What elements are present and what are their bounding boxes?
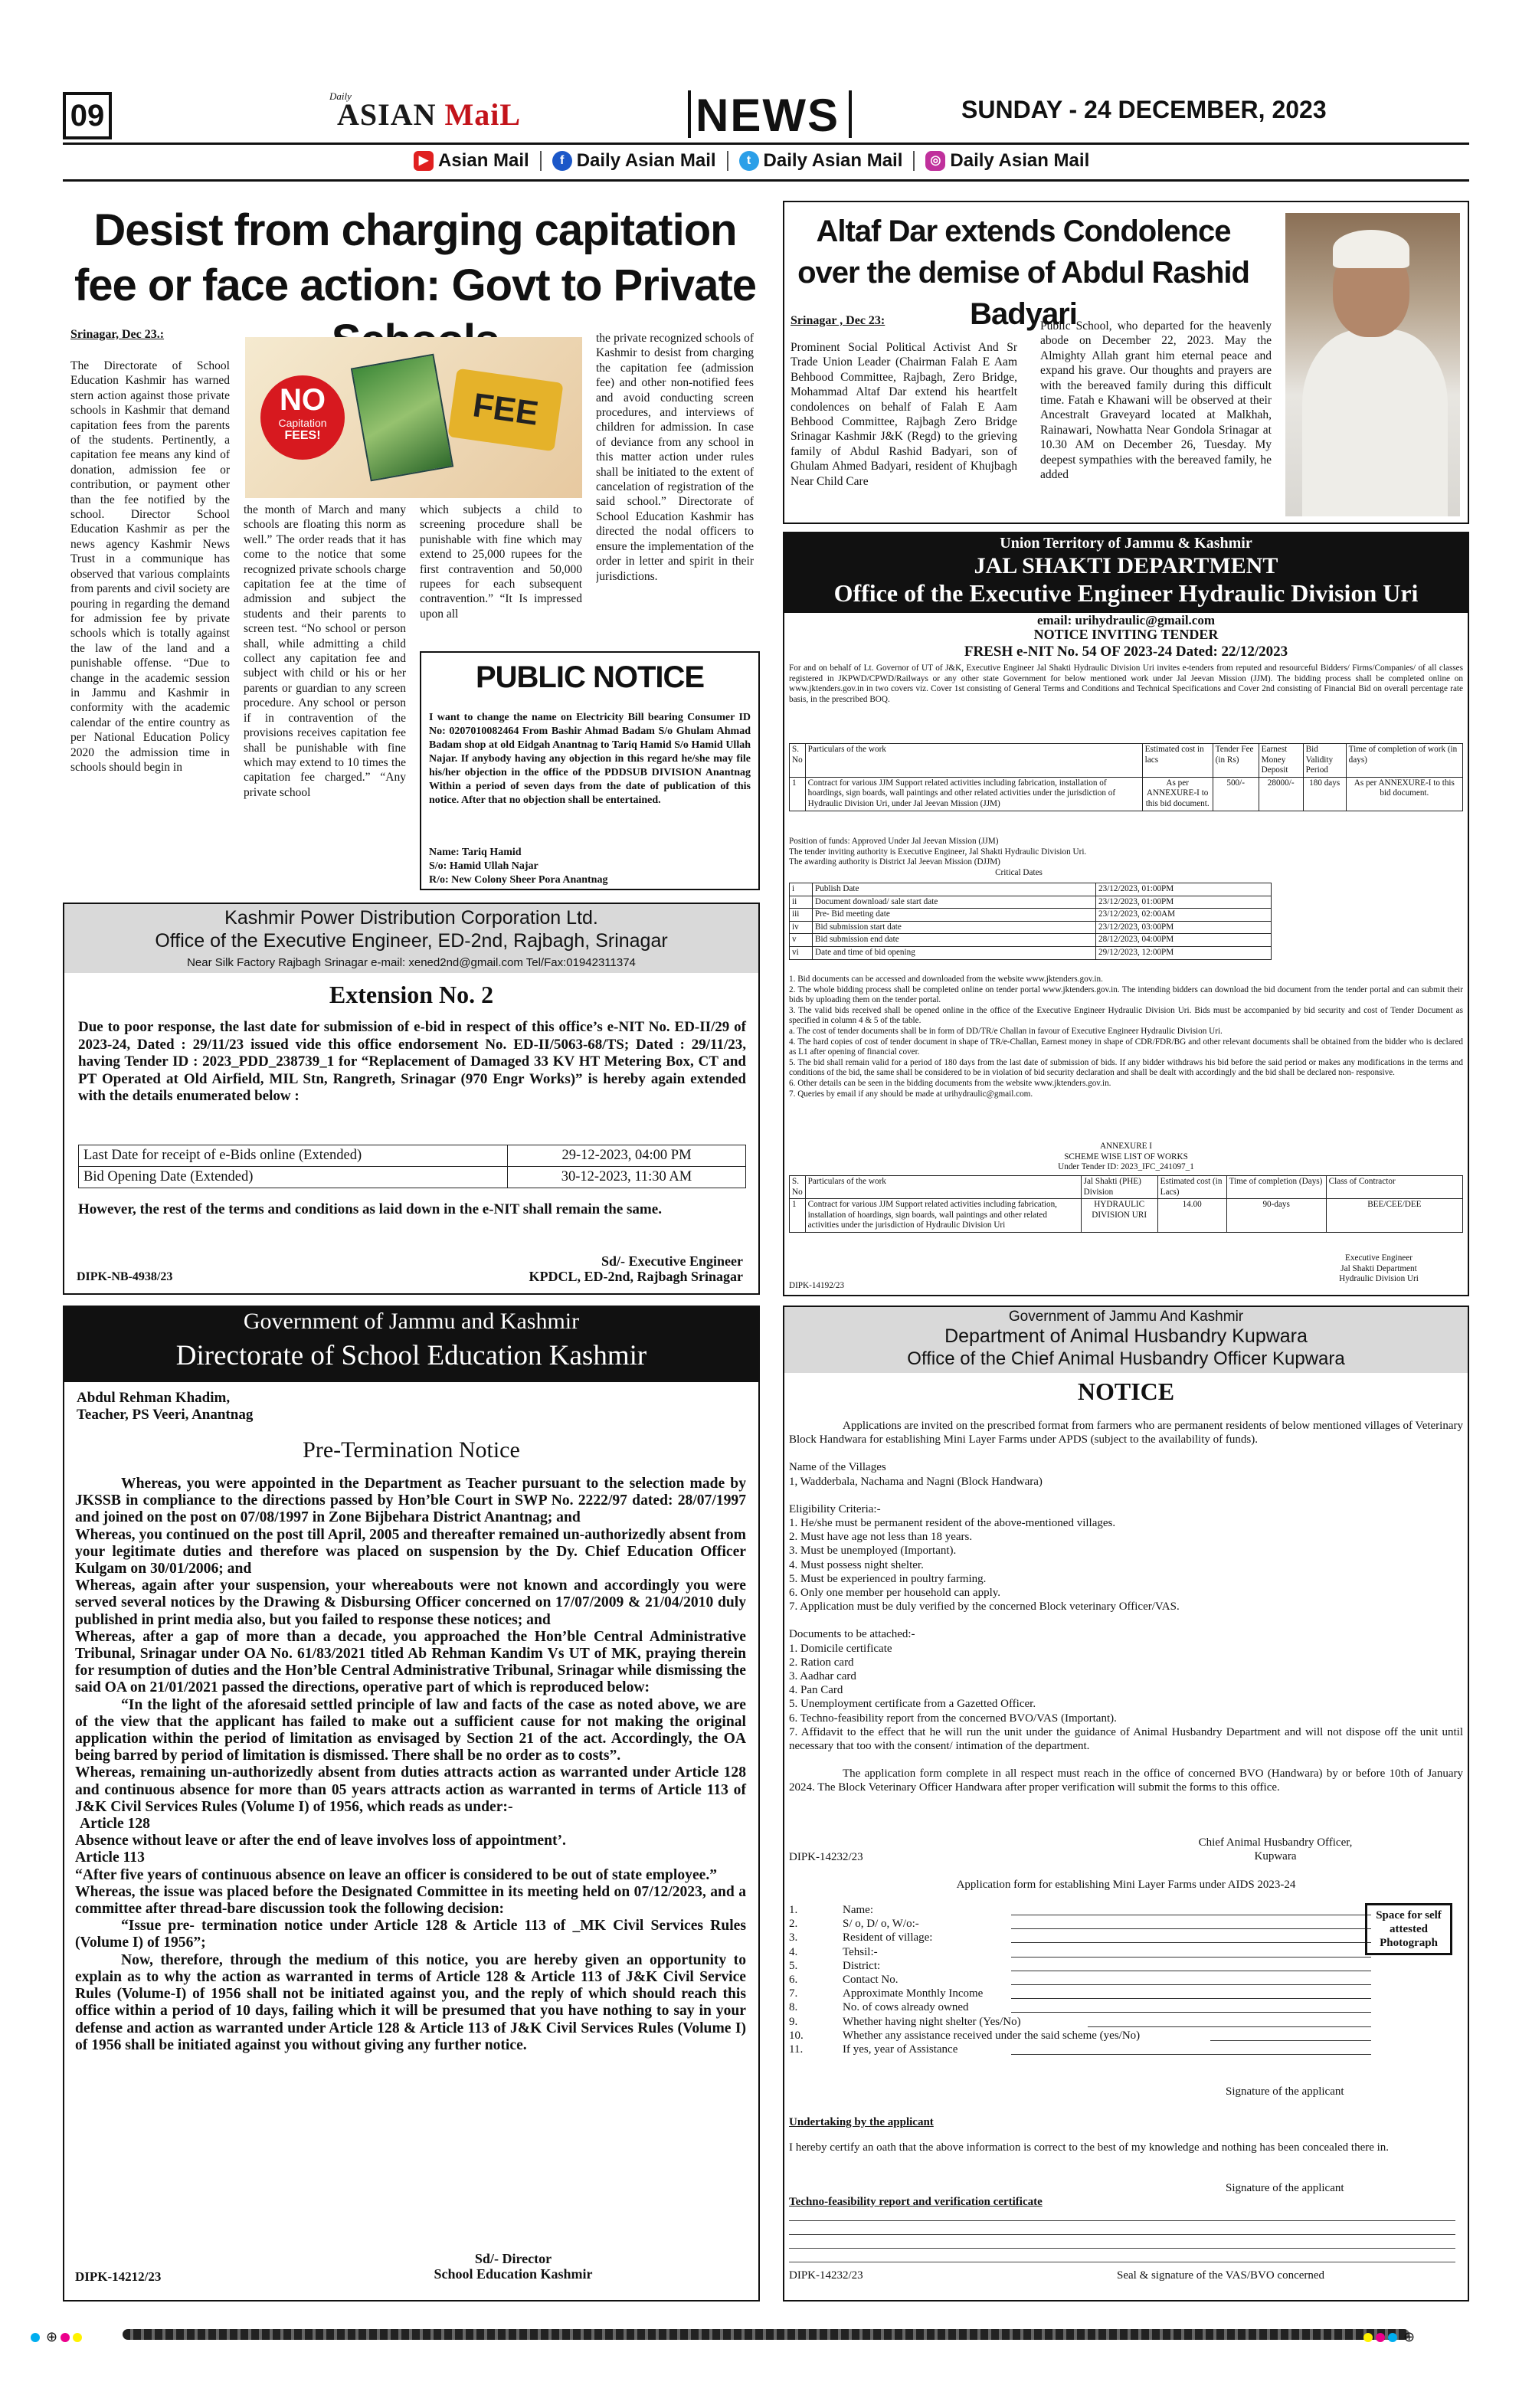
addressee-post: Teacher, PS Veeri, Anantnag [77,1407,254,1423]
kpdcl-signature [460,1253,743,1284]
addressee-name: Abdul Rehman Khadim, [77,1390,231,1406]
table-header: Time of completion of work (in days) [1346,744,1462,778]
table-header: Earnest Money Deposit [1259,744,1303,778]
body-line: 1. He/she must be permanent resident of the above-mentioned villages. [789,1517,1116,1530]
table-cell: Last Date for receipt of e-Bids online (Extended) [79,1145,508,1167]
note-item: 3. The valid bids received shall be opened online in the office of the Executive Engineer Hydraulic Division Uri. Bids must be accompanied by bid security and cost of Tender Document as specified in column 4 & 5 of the table. [789,1005,1463,1026]
dipk-number: DIPK-14212/23 [75,2269,162,2284]
table-cell: Document download/ sale start date [813,896,1096,909]
body-line: 3. Must be unemployed (Important). [789,1545,957,1558]
form-row-number: 10. [789,2029,804,2042]
annexure-title: ANNEXURE I [1099,1142,1153,1151]
dipk-number: DIPK-NB-4938/23 [77,1270,173,1283]
animal-husbandry-dept: Department of Animal Husbandry Kupwara [944,1325,1308,1347]
applicant-signature-label: Signature of the applicant [1226,2085,1344,2098]
jal-shakti-nit: NOTICE INVITING TENDER [1033,627,1219,642]
table-cell: HYDRAULIC DIVISION URI [1081,1199,1157,1233]
condolence-dateline: Srinagar , Dec 23: [791,314,885,327]
logo-daily: Daily [329,90,352,102]
body-line: 6. Only one member per household can apply. [789,1587,1001,1600]
animal-husbandry-body [789,1419,1463,1795]
fill-line [789,2220,1455,2221]
yellow-dot-icon [73,2333,82,2342]
body-line: 5. Unemployment certificate from a Gazetted Officer. [789,1698,1036,1711]
spacer [789,1446,1463,1460]
body-line: Documents to be attached:- [789,1628,915,1641]
form-field-line[interactable] [1210,2029,1371,2041]
facebook-icon: f [552,151,572,171]
kpdcl-office: Office of the Executive Engineer, ED-2nd, Rajbagh, Srinagar [155,930,668,952]
spacer [789,1614,1463,1627]
jal-shakti-email[interactable]: email: urihydraulic@gmail.com [1036,613,1216,627]
instagram-icon: ◎ [925,151,945,171]
body-line: 1. Domicile certificate [789,1642,892,1655]
spacer [789,1489,1463,1502]
condolence-column-1: Prominent Social Political Activist And Sr Trade Union Leader (Chairman Falah E Aam Behbood Committee, Rajbagh, Zero Bridge, Mohammad Altaf Dar extend his heartfelt condolences on behalf of Falah E Aam Behbood Committee, Rajbagh Zero Bridge Srinagar Kashmir J&K (Regd) to the grieving family of Abdul Rashid Badyari, son of Ghulam Ahmed Badyari, resident of Khujbagh Near Child Care [791,341,1017,488]
cyan-dot-icon [31,2333,40,2342]
table-cell: Contract for various JJM Support related activities including fabrication, installation of hoardings, sign boards, wall paintings and other related activities under the jurisdiction of Hydraulic Division Uri [805,1199,1081,1233]
jal-shakti-office: Office of the Executive Engineer Hydraulic Division Uri [833,579,1419,607]
body-line: 7. Affidavit to the effect that he will run the unit under the guidance of Animal Husbandry Department and will not dispose off the unit until necessary that too with the consent/ intimation of the department. [789,1725,1463,1753]
animal-husbandry-govt: Government of Jammu And Kashmir [1008,1309,1244,1325]
table-cell: 90-days [1226,1199,1326,1233]
jal-shakti-nit-number: FRESH e-NIT No. 54 OF 2023-24 Dated: 22/12/2023 [964,644,1288,660]
body-line: 1, Wadderbala, Nachama and Nagni (Block Handwara) [789,1475,1043,1488]
social-label: Daily Asian Mail [576,150,716,171]
social-link-youtube[interactable] [414,150,529,172]
no-capitation-badge [260,375,345,460]
social-links [414,146,1089,176]
application-form-title: Application form for establishing Mini Layer Farms under AIDS 2023-24 [956,1879,1296,1891]
masthead-divider [849,90,852,138]
body-line: Name of the Villages [789,1461,886,1474]
form-field-line[interactable] [1011,1945,1371,1958]
notice-quote: “In the light of the aforesaid settled principle of law and facts of the case as noted above, we are of the view that the applicant has failed to make out a sufficient cause for not making the original application within the period of limitation as envisaged by Section 21 of the act. Accordingly, the OA being barred by period of limitation is dismissed. There shall be no order as to costs”. [75,1696,746,1764]
form-row-label: Whether having night shelter (Yes/No) [843,2015,1021,2028]
table-cell: 29-12-2023, 04:00 PM [508,1145,746,1167]
form-row-label: Contact No. [843,1974,899,1987]
table-cell: 23/12/2023, 02:00AM [1096,909,1272,922]
critical-dates-title: Critical Dates [995,867,1043,877]
notice-paragraph: Whereas, the issue was placed before the Designated Committee in its meeting held on 07/12/2023, and a committee after thread-bare discussion took the following decision: [75,1883,746,1918]
table-cell: 29/12/2023, 12:00PM [1096,946,1272,959]
table-row [790,1199,1463,1233]
spacer [789,1753,1463,1767]
animal-husbandry-signature [1164,1836,1386,1863]
table-row [79,1167,746,1188]
table-cell: 14.00 [1157,1199,1226,1233]
body-line: 2. Must have age not less than 18 years. [789,1531,973,1544]
body-line: Eligibility Criteria:- [789,1502,881,1515]
table-header: Particulars of the work [805,744,1142,778]
magenta-dot-icon [61,2333,70,2342]
form-row-label: Approximate Monthly Income [843,1987,984,2000]
form-row-number: 9. [789,2015,798,2028]
table-cell: iv [790,921,813,934]
table-cell: Contract for various JJM Support related activities including fabrication, installation of hoardings, sign boards, wall paintings and other related activities under the jurisdiction of Hydraulic Division Uri, under Jal Jeevan Mission (JJM) [805,777,1142,811]
fill-line [789,2234,1455,2235]
table-cell: BEE/CEE/DEE [1326,1199,1462,1233]
animal-husbandry-notice-title: NOTICE [1077,1378,1175,1405]
form-field-line[interactable] [1011,1903,1371,1915]
form-row-label: District: [843,1959,881,1972]
techno-feasibility-heading: Techno-feasibility report and verification certificate [789,2196,1043,2208]
table-row [790,883,1272,896]
table-cell: As per ANNEXURE-I to this bid document. [1142,777,1213,811]
divider [540,151,542,171]
table-cell: v [790,934,813,947]
body-line: Applications are invited on the prescribed format from farmers who are permanent residents of below mentioned villages of Veterinary Block Handwara for establishing Mini Layer Farms under APDS (subject to the availability of funds). [789,1420,1463,1446]
table-cell: Date and time of bid opening [813,946,1096,959]
kpdcl-body: Due to poor response, the last date for submission of e-bid in respect of this office’s e-NIT No. ED-II/29 of 2023-24, Dated : 29/11/23 issued vide this office endorsement No. ED-II/5063-68/TS; Dated : 29/11/23, having Tender ID : 2023_PDD_238739_1 for “Replacement of Damaged 33 KV HT Metering Box, CT and PT Operated at Old Airfield, MIL Stn, Rangreth, Srinagar (970 Engr Works)” is hereby again extended with the details enumerated below : [78,1019,746,1104]
table-header: Tender Fee (in Rs) [1213,744,1259,778]
public-notice-body: I want to change the name on Electricity Bill bearing Consumer ID No: 0207010082464 From Bashir Ahmad Badam S/o Ghulam Ahmad Badam shop at old Eidgah Anantnag to Tariq Hamid S/o Hamid Ullah Najar. If anybody having any objection in this regard he/she may file his/her objection in the office of the PDDSUB DIVISION Anantnag Within a period of seven days from the date of publication of this notice. After that no objection shall be entertained. [429,712,751,806]
funds-line: The awarding authority is District Jal Jeevan Mission (DJJM) [789,857,1000,867]
form-field-line[interactable] [1011,1931,1371,1943]
form-row-label: Resident of village: [843,1931,933,1944]
form-row-number: 4. [789,1945,798,1958]
school-edu-addressee [77,1390,253,1424]
lead-column-2: the month of March and many schools are floating this norm as well.” The order reads that it has come to the notice that some recognized private schools charge capitation fee at the time of admission and subject the students and their parents to screen test. “No school or person shall, while admitting a child collect any capitation fee and subject with child or his or her parents or guardian to any screen procedure. Any school or person if in contravention of the provisions receives capitation fee shall be punishable with fine which may extend to 10 times the capitation fee charged.” “Any private school [244,503,406,799]
lead-column-4: the private recognized schools of Kashmir to desist from charging the capitation fee (admission fee) and other non-notified fees and avoid conducting screen procedures, and interviews of children for admission. In case of deviance from any school in this matter action under rules shall be initiated to the extent of cancelation of registration of the said school.” Directorate of School Education Kashmir has directed the nodal officers to ensure the implementation of the order in letter and spirit in their jurisdictions. [596,332,754,583]
notice-quote: “Issue pre- termination notice under Article 128 & Article 113 of _MK Civil Services Rules (Volume I) of 1956”; [75,1918,746,1951]
fee-tag-illustration: FEE [447,369,563,452]
table-row [790,909,1272,922]
form-row-label: Whether any assistance received under the said scheme (yes/No) [843,2029,1141,2042]
jal-shakti-work-table [789,743,1463,811]
body-line: The application form complete in all respect must reach in the office of concerned BVO (Handwara) by or before 10th of January 2024. The Block Veterinary Officer Handwara after proper verification will submit the forms to this office. [789,1768,1463,1794]
form-row-label: If yes, year of Assistance [843,2043,958,2056]
form-row [789,2029,1371,2043]
form-row-number: 3. [789,1931,798,1944]
table-cell: i [790,883,813,896]
note-item: 1. Bid documents can be accessed and downloaded from the website www.jktenders.gov.in. [789,975,1103,984]
social-link-instagram[interactable] [925,150,1089,172]
notice-name: Name: Tariq Hamid [429,847,522,858]
dipk-number: DIPK-14232/23 [789,2269,863,2282]
form-row [789,2015,1371,2029]
condolence-column-2: Public School, who departed for the heavenly abode on December 22, 2023. May the Almighty Allah grant him eternal peace and expand his grave. Our thoughts and prayers are with the bereaved family during this difficult time. Fatah e Khawani will be observed at their Ancestralt Graveyard located at Malkhah, Rainawari, Nowhatta Near Gondola Srinagar at 10.30 AM on December 26, Tuesday. My deepest sympathies with the bereaved family, he added [1040,319,1272,482]
dipk-number: DIPK-14192/23 [789,1281,845,1290]
form-row [789,1917,1371,1931]
note-item: 2. The whole bidding process shall be completed online on tender portal www.jktenders.gov.in. The intending bidders can download the bid document from the tender portal and can submit their bids by uploading them on the tender portal. [789,984,1463,1005]
form-row-number: 6. [789,1974,798,1987]
divider [913,151,915,171]
application-form [789,1903,1371,2056]
jal-shakti-intro: For and on behalf of Lt. Governor of UT of J&K, Executive Engineer Jal Shakti Hydraulic Division Uri invites e-tenders from reputed and resourceful Bidders/ Firms/Companies/ of all classes registered in JKPWD/CPWD/Railways or any other state Government for below mentioned work under Jal Jeevan Mission (JJM). The bidding process shall be completed online on www.jktenders.gov.in in two covers viz. Cover 1st consisting of General Terms and Conditions and Technical Specifications and Cover 2nd consisting of Financial Bid on overall percentage rate basis, in the prescribed BOQ. [789,663,1463,704]
table-cell: Bid submission end date [813,934,1096,947]
table-cell: As per ANNEXURE-I to this bid document. [1346,777,1462,811]
table-header: Estimated cost in lacs [1142,744,1213,778]
table-cell: 500/- [1213,777,1259,811]
youtube-icon: ▶ [414,151,434,171]
signatory-line: Jal Shakti Department [1340,1263,1417,1273]
signatory-line: Sd/- Executive Engineer [601,1253,743,1269]
page-number: 09 [63,92,112,139]
social-label: Daily Asian Mail [950,150,1090,171]
school-edu-govt: Government of Jammu and Kashmir [243,1309,580,1334]
fill-line [789,2248,1455,2249]
table-row [790,921,1272,934]
body-line: 2. Ration card [789,1656,854,1669]
table-cell: Pre- Bid meeting date [813,909,1096,922]
signatory-line: Hydraulic Division Uri [1339,1274,1419,1284]
newspaper-logo[interactable] [337,97,521,133]
notice-paragraph: Absence without leave or after the end of leave involves loss of appointment’. [75,1833,566,1849]
table-cell: 23/12/2023, 01:00PM [1096,883,1272,896]
form-row-label: Tehsil:- [843,1945,878,1958]
form-row-number: 1. [789,1904,798,1916]
signatory-line: Chief Animal Husbandry Officer, [1198,1836,1353,1849]
table-row [790,896,1272,909]
form-field-line[interactable] [1011,1987,1371,1999]
critical-dates-table [789,883,1272,960]
applicant-signature-label: Signature of the applicant [1226,2182,1344,2194]
print-registration-bar [123,2329,1409,2340]
table-cell: 28000/- [1259,777,1303,811]
table-header: Bid Validity Period [1303,744,1346,778]
issue-date: SUNDAY - 24 DECEMBER, 2023 [961,96,1327,123]
dipk-number: DIPK-14232/23 [789,1851,863,1863]
undertaking-heading: Undertaking by the applicant [789,2116,934,2128]
table-header-row [790,1176,1463,1199]
table-header: Class of Contractor [1326,1176,1462,1199]
form-field-line[interactable] [1011,1973,1371,1985]
school-edu-signature [383,2251,643,2282]
logo-part-a: ASIAN [337,97,445,132]
twitter-icon: t [739,151,759,171]
body-line: 3. Aadhar card [789,1670,856,1683]
color-registration-marks [1363,2329,1418,2345]
form-row-number: 8. [789,2001,798,2014]
kpdcl-extension-title: Extension No. 2 [329,981,494,1008]
jal-shakti-dept: JAL SHAKTI DEPARTMENT [974,553,1278,578]
seal-signature-label: Seal & signature of the VAS/BVO concerned [1117,2269,1325,2282]
lead-column-1: The Directorate of School Education Kashmir has warned stern action against those private schools in Kashmir that demand capitation fees from the parents of the students. Pertinently, a capitation fee means any kind of donation, admission fee or contribution, or payment other than the fee notified by the school. Director School Education Kashmir as per the news agency Kashmir News Trust in a communique has observed that various complaints from parents and civil society are pouring in regarding the demand for admission fee by private schools which is totally against the law of the land and a punishable offense. “Due to change in the academic session in Jammu and Kashmir in conformity with the academic calendar of the entire country as per National Education Policy 2020 the admission time in schools should begin in [70,359,230,774]
signatory-line: School Education Kashmir [434,2266,593,2282]
form-field-line[interactable] [1088,2015,1371,2027]
table-cell: Bid submission start date [813,921,1096,934]
masthead-rule [63,143,1469,145]
body-line: 4. Pan Card [789,1684,843,1697]
table-header: Estimated cost (in Lacs) [1157,1176,1226,1199]
badge-caption: Capitation [278,417,327,429]
form-row [789,1945,1371,1959]
form-row-label: Name: [843,1904,873,1916]
animal-husbandry-office: Office of the Chief Animal Husbandry Officer Kupwara [907,1348,1345,1369]
badge-caption: FEES! [284,429,321,442]
portrait-figure [1302,329,1448,516]
form-field-line[interactable] [1011,1917,1371,1929]
table-cell: Publish Date [813,883,1096,896]
table-header: Time of completion (Days) [1226,1176,1326,1199]
notice-residence: R/o: New Colony Sheer Pora Anantnag [429,874,608,886]
lead-headline[interactable]: Desist from charging capitation fee or face action: Govt to Private [74,205,757,310]
body-line: 7. Application must be duly verified by the concerned Block veterinary Officer/VAS. [789,1600,1180,1614]
color-registration-marks [31,2329,85,2345]
annexure-subtitle: SCHEME WISE LIST OF WORKS [1064,1152,1188,1161]
notice-parentage: S/o: Hamid Ullah Najar [429,860,538,872]
notice-paragraph: “After five years of continuous absence on leave an officer is considered to be out of state employee.” [75,1866,718,1883]
masthead-rule [63,179,1469,182]
jal-shakti-notes [789,975,1463,1099]
article-heading: Article 113 [75,1849,145,1866]
table-cell: 180 days [1303,777,1346,811]
note-item: 5. The bid shall remain valid for a period of 180 days from the last date of submission of bids. If any bidder withdraws his bid before the said period or makes any modifications in the terms and conditions of the bid, the same shall be considered to be in violation of bid security declaration and shall be dealt with accordingly and the bid shall be declared non- responsive. [789,1057,1463,1078]
portrait-cap [1333,230,1409,268]
photograph-placeholder: Space for self attested Photograph [1365,1903,1452,1955]
note-item: 7. Queries by email if any should be made at urihydraulic@gmail.com. [789,1089,1033,1099]
note-item: 4. The hard copies of cost of tender document in shape of TR/e-Challan, Earnest money in shape of CDR/FDR/BG and other relevant documents shall be obtained from the bidder who is declared as L1 after opening of financial cover. [789,1037,1463,1057]
table-cell: 1 [790,777,806,811]
registration-cross-icon: ⊕ [1403,2329,1416,2345]
masthead-divider [688,90,691,138]
form-row [789,1959,1371,1973]
jal-shakti-ut: Union Territory of Jammu & Kashmir [1000,535,1252,552]
signatory-line: Executive Engineer [1345,1253,1413,1263]
table-cell: iii [790,909,813,922]
form-field-line[interactable] [1011,2000,1371,2013]
table-cell: ii [790,896,813,909]
lead-column-3: which subjects a child to screening procedure shall be punishable with fine which may extend to 25,000 rupees for the first contravention and 50,000 rupees for each subsequent contravention.” “It Is impressed upon all [420,503,582,621]
notice-paragraph: Whereas, you continued on the post till April, 2005 and thereafter remained un-authorizedly absent from your legitimate duties and therefore was placed on suspension by the Dy. Chief Education Officer Kulgam on 30/01/2006; and [75,1526,746,1577]
table-cell: vi [790,946,813,959]
form-row-number: 5. [789,1959,798,1972]
pre-termination-body [75,1476,746,2054]
table-row [790,777,1463,811]
article-heading: Article 128 [80,1816,150,1833]
notice-paragraph: Whereas, remaining un-authorizedly absent from duties attracts action as warranted under Article 128 and continuous absence for more than 05 years attracts action as warranted in terms of Article 113 of J&K Civil Services Rules (Volume I) of 1956, which reads as under:- [75,1764,746,1815]
social-label: Daily Asian Mail [763,150,903,171]
public-notice-signature [429,846,751,887]
form-row [789,1973,1371,1987]
signatory-line: Sd/- Director [474,2251,552,2266]
notice-paragraph: Now, therefore, through the medium of this notice, you are hereby given an opportunity to explain as to why the action as warranted in terms of Article 128 & Article 113 of J&K Civil Service Rules (Volume-I) of 1956 shall not be initiated against you, and the reply of which should reach this office within a period of 10 days, failing which it will be presumed that you have nothing to say in your defense and action as warranted under Article 128 & Article 113 of J&K Civil Services Rules (Volume I) of 1956 shall be initiated against you without giving any further notice. [75,1951,746,2053]
table-cell: 1 [790,1199,806,1233]
pre-termination-title: Pre-Termination Notice [303,1437,520,1463]
social-label: Asian Mail [438,150,529,171]
form-row-number: 2. [789,1918,798,1931]
form-field-line[interactable] [1011,2043,1371,2055]
table-cell: 30-12-2023, 11:30 AM [508,1167,746,1188]
public-notice-title: PUBLIC NOTICE [475,660,705,694]
social-link-facebook[interactable] [552,150,716,172]
table-cell: Bid Opening Date (Extended) [79,1167,508,1188]
body-line: 5. Must be experienced in poultry farming. [789,1572,987,1585]
form-row [789,1931,1371,1944]
table-row [790,946,1272,959]
table-row [790,934,1272,947]
table-cell: 23/12/2023, 01:00PM [1096,896,1272,909]
form-field-line[interactable] [1011,1959,1371,1971]
signatory-line: KPDCL, ED-2nd, Rajbagh Srinagar [529,1269,743,1284]
yellow-dot-icon [1363,2333,1373,2342]
table-row [79,1145,746,1167]
jal-shakti-funds [789,837,1463,878]
registration-cross-icon: ⊕ [46,2329,58,2345]
form-row [789,1903,1371,1917]
notice-paragraph: Whereas, again after your suspension, your whereabouts were not known and accordingly you were served several notices by the Drawing & Disbursing Officer concerned on 17/07/2009 & 21/04/2010 duly published in print media also, but you failed to response these notices; and [75,1577,746,1628]
table-header-row [790,744,1463,778]
note-item: 6. Other details can be seen in the bidding documents from the website www.jktenders.gov.in. [789,1078,1111,1088]
kpdcl-dates-table [78,1145,746,1188]
section-title: NEWS [696,90,840,141]
divider [727,151,728,171]
cyan-dot-icon [1388,2333,1397,2342]
lead-dateline: Srinagar, Dec 23.: [70,328,165,341]
jal-shakti-signature [1302,1253,1455,1285]
form-row [789,1987,1371,2000]
annexure-heading [789,1142,1463,1173]
funds-line: The tender inviting authority is Executive Engineer, Jal Shakti Hydraulic Division Uri. [789,847,1087,857]
undertaking-oath: I hereby certify an oath that the above information is correct to the best of my knowledge and nothing has been concealed there in. [789,2141,1390,2154]
logo-part-b: MaiL [444,97,522,132]
badge-no: NO [280,383,326,417]
notice-paragraph: Whereas, you were appointed in the Department as Teacher pursuant to the selection made by JKSSB in compliance to the directions passed by Hon’ble Court in SWP No. 2222/97 dated: 28/07/1997 and joined on the post on 07/08/1997 in Zone Bijbehara District Anantnag; and [75,1476,746,1526]
form-row [789,2000,1371,2014]
note-item: a. The cost of tender documents shall be in form of DD/TR/e Challan in favour of Executive Engineer Hydraulic Division Uri. [789,1026,1223,1036]
table-cell: 23/12/2023, 03:00PM [1096,921,1272,934]
form-row [789,2043,1371,2056]
signatory-line: Kupwara [1254,1850,1297,1863]
social-link-twitter[interactable] [739,150,903,172]
form-row-number: 7. [789,1987,798,2000]
form-row-number: 11. [789,2043,804,2056]
annexure-tender-id: Under Tender ID: 2023_IFC_241097_1 [1058,1162,1194,1172]
form-row-label: No. of cows already owned [843,2001,969,2014]
table-header: S. No [790,1176,806,1199]
body-line: 6. Techno-feasibility report from the concerned BVO/VAS (Important). [789,1712,1117,1725]
kpdcl-footer-text: However, the rest of the terms and conditions as laid down in the e-NIT shall remain the same. [78,1201,662,1217]
table-header: Particulars of the work [805,1176,1081,1199]
notice-paragraph: Whereas, after a gap of more than a decade, you approached the Hon’ble Central Administrative Tribunal, Srinagar under OA No. 61/83/2021 titled Ab Rehman Kandim Vs UT of MK, praying therein for resumption of duties and the Hon’ble Central Administrative Tribunal, Srinagar while dismissing the said OA on 21/01/2021 passed the directions, operative part of which is reproduced below: [75,1628,746,1696]
school-edu-directorate: Directorate of School Education Kashmir [175,1340,647,1371]
magenta-dot-icon [1376,2333,1385,2342]
kpdcl-corporation: Kashmir Power Distribution Corporation Ltd. [224,907,598,929]
table-header: S. No [790,744,806,778]
funds-line: Position of funds: Approved Under Jal Jeevan Mission (JJM) [789,837,999,846]
body-line: 4. Must possess night shelter. [789,1558,924,1571]
form-row-label: S/ o, D/ o, W/o:- [843,1918,919,1931]
kpdcl-address: Near Silk Factory Rajbagh Srinagar e-mail: xened2nd@gmail.com Tel/Fax:01942311374 [187,956,636,969]
table-cell: 28/12/2023, 04:00PM [1096,934,1272,947]
table-header: Jal Shakti (PHE) Division [1081,1176,1157,1199]
annexure-table [789,1175,1463,1233]
condolence-headline[interactable]: Altaf Dar extends Condolence over the demise of Abdul Rashid Badyari [797,215,1249,331]
